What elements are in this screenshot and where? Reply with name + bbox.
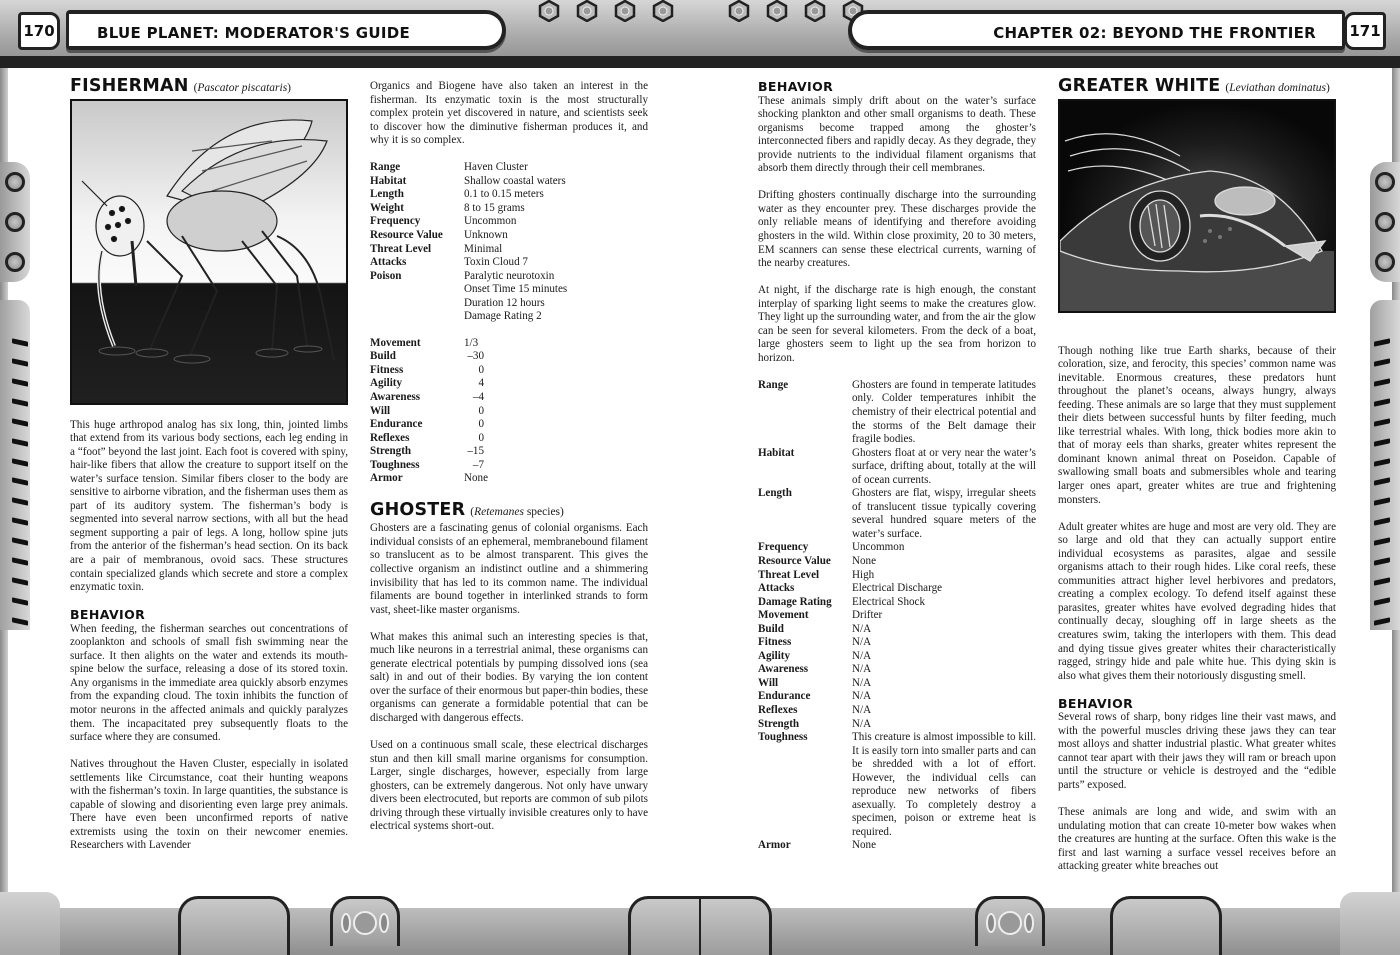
rail-tick-icon xyxy=(12,518,28,526)
ghoster-behavior-paragraph: At night, if the discharge rate is high enough, the constant interplay of sparking light seems to make the creatures glow. They light up the surrounding water, and from the air the glow can be seen for several kilometers. From the deck of a boat, large ghosters seem to light up the sea from horizon to horizon. xyxy=(758,284,1036,364)
stat-label: Habitat xyxy=(758,446,795,459)
stat-label: Attacks xyxy=(370,256,407,269)
stat-row xyxy=(758,677,1036,691)
stat-row xyxy=(370,229,648,243)
creature-name: FISHERMAN xyxy=(70,76,189,96)
stat-row xyxy=(370,256,648,270)
stat-label: Build xyxy=(758,622,784,635)
rail-tick-icon xyxy=(1374,398,1390,406)
stat-row xyxy=(370,418,648,432)
right-rail-pods xyxy=(1370,162,1400,282)
rail-tick-icon xyxy=(1374,518,1390,526)
stat-number: –4 xyxy=(472,390,484,403)
stat-value: N/A xyxy=(852,649,872,662)
rail-tick-icon xyxy=(1374,438,1390,446)
header-shadow xyxy=(0,56,700,68)
stat-value xyxy=(464,350,648,364)
stat-row xyxy=(370,297,648,311)
stat-label: Awareness xyxy=(370,390,421,403)
stat-row xyxy=(758,541,1036,555)
fisherman-column xyxy=(70,76,348,866)
stat-value: Toxin Cloud 7 xyxy=(464,256,528,269)
footer-tab xyxy=(178,896,290,955)
stat-value: Shallow coastal waters xyxy=(464,174,566,187)
stat-label: Resource Value xyxy=(370,228,443,241)
rail-tick-icon xyxy=(12,378,28,386)
rail-tick-icon xyxy=(1374,478,1390,486)
rail-tick-icon xyxy=(12,458,28,466)
rail-tick-icon xyxy=(12,577,28,585)
fisherman-illustration xyxy=(70,99,348,405)
rail-tick-icon xyxy=(1374,498,1390,506)
greater-white-behavior-paragraph: Several rows of sharp, bony ridges line their vast maws, and with the powerful muscles driving these jaws they can tear most alloys and shatter industrial plastic. What greater whites cannot tear apart with their jaws they will ram or breach upon until the structure or vehicle is destroyed and the “edible parts” exposed. xyxy=(1058,711,1336,791)
stat-row xyxy=(758,596,1036,610)
greater-white-behavior-paragraph: These animals are long and wide, and swim with an undulating motion that can create 10-meter bow wakes when the creatures are hunting at the surface. Often this wake is the first and last warning a surface vessel receives before an attacking greater white breaches out xyxy=(1058,806,1336,873)
rail-tick-icon xyxy=(12,557,28,565)
rail-tick-icon xyxy=(12,338,28,346)
round-pod-icon xyxy=(1375,252,1395,272)
stat-value: Onset Time 15 minutes xyxy=(464,283,568,296)
stat-value: N/A xyxy=(852,663,872,676)
stat-value xyxy=(464,459,648,473)
stat-value: Haven Cluster xyxy=(464,161,528,174)
stat-value: N/A xyxy=(852,636,872,649)
fisherman-description: This huge arthropod analog has six long, thin, jointed limbs that extend from its various body sections, each leg ending in a “foot” beyond the last joint. Each foot is covered with spiny, hair-like fibers that allow the creature to support itself on the water’s surface tension. Similar fibers closer to the body are sensitive to airborne vibration, and the fisherman uses them as part of its auditory system. The fisherman’s body is segmented into several narrow sections, with all but the head segment supporting a pair of legs. A long, hollow spine juts from the anterior of the fisherman’s head section. On its back are a pair of membranous, ovoid sacs. These structures contain specialized glands which secrete and store a complex enzymatic toxin. xyxy=(70,418,348,594)
greater-white-column xyxy=(1058,76,1336,887)
stat-value: Electrical Shock xyxy=(852,595,926,608)
stat-number: –30 xyxy=(467,350,484,363)
round-pod-icon xyxy=(5,212,25,232)
stat-row xyxy=(370,459,648,473)
stat-row xyxy=(370,391,648,405)
header-title-bar xyxy=(66,10,506,50)
stat-row xyxy=(758,663,1036,677)
greater-white-illustration xyxy=(1058,99,1336,313)
stat-label: Will xyxy=(370,404,391,417)
ghoster-behavior-paragraph: These animals simply drift about on the water’s surface shocking plankton and other small organisms to death. These organisms become trapped among the ghoster’s interconnected fibers and rapidly decay. As they degrade, they provide nutrients to the individual filament organisms that absorb them directly through their cell membranes. xyxy=(758,94,1036,175)
stat-value xyxy=(464,432,648,446)
header-title-bar xyxy=(848,10,1345,50)
footer-tab xyxy=(1110,896,1222,955)
stat-label: Poison xyxy=(370,269,402,282)
footer-pod xyxy=(330,896,400,946)
hex-bolt-icon xyxy=(538,0,560,22)
stat-number: 4 xyxy=(478,377,484,390)
stat-number: 0 xyxy=(478,418,484,431)
left-rail-ticks xyxy=(0,300,30,630)
stat-label: Range xyxy=(370,161,401,174)
stat-value: None xyxy=(464,472,489,485)
creature-name: GHOSTER xyxy=(370,499,466,520)
stat-value: Ghosters are found in temperate latitudes only. Colder temperatures inhibit the chemistry of their electrical potential and the storms of the Belt damage their fragile bodies. xyxy=(852,378,1036,446)
round-pod-icon xyxy=(1375,172,1395,192)
rail-tick-icon xyxy=(1374,418,1390,426)
rail-tick-icon xyxy=(1374,577,1390,585)
stat-row xyxy=(370,364,648,378)
stat-row xyxy=(758,447,1036,488)
stat-value xyxy=(464,377,648,391)
stat-label: Reflexes xyxy=(370,431,410,444)
hex-bolt-icon xyxy=(728,0,750,22)
footer-tab xyxy=(700,896,772,955)
stat-row xyxy=(758,731,1036,839)
stat-value: Damage Rating 2 xyxy=(464,310,542,323)
stat-label: Reflexes xyxy=(758,704,798,717)
fisherman-heading: FISHERMAN (Pascator piscataris) xyxy=(70,76,292,96)
book-title: BLUE PLANET: MODERATOR'S GUIDE xyxy=(97,24,410,42)
stat-value: N/A xyxy=(852,622,872,635)
stat-value: Unknown xyxy=(464,228,508,241)
stat-number: 0 xyxy=(478,363,484,376)
stat-label: Threat Level xyxy=(370,242,432,255)
stat-row xyxy=(758,623,1036,637)
fisherman-stats-ghoster-column xyxy=(370,80,648,847)
stat-row xyxy=(758,650,1036,664)
stat-value: This creature is almost impossible to kill. It is easily torn into smaller parts and can be shredded with a lot of effort. However, the individual cells can reproduce new networks of fibers asexually. To completely destroy a specimen, poison or extreme heat is required. xyxy=(852,731,1036,838)
stat-row xyxy=(370,202,648,216)
round-pod-icon xyxy=(5,252,25,272)
header-shadow xyxy=(700,56,1400,68)
stat-label: Weight xyxy=(370,201,404,214)
latin-suffix: species xyxy=(526,505,561,518)
latin-name: Retemanes xyxy=(474,505,524,518)
footer-corner xyxy=(0,892,60,955)
stat-value: N/A xyxy=(852,690,872,703)
stat-number: 0 xyxy=(478,431,484,444)
stat-label: Threat Level xyxy=(758,568,820,581)
stat-label: Length xyxy=(370,188,404,201)
stat-row xyxy=(370,405,648,419)
page-footer xyxy=(0,908,1400,955)
stat-value: None xyxy=(852,555,877,567)
stat-value: Duration 12 hours xyxy=(464,296,545,309)
stat-label: Agility xyxy=(370,377,403,390)
stat-value: Electrical Discharge xyxy=(852,582,943,595)
ghoster-paragraph: Ghosters are a fascinating genus of colonial organisms. Each individual consists of an ephemeral, membranebound filament so translucent as to be almost transparent. This gives the collective organism an indistinct outline and a shimmering invisibility that has led to its common name. The individual filaments are bound together in interlinked strands to form vast, sheet-like master organisms. xyxy=(370,522,648,616)
rail-tick-icon xyxy=(1374,597,1390,605)
stat-value: Ghosters float at or very near the water’s surface, drifting about, totally at the will of ocean currents. xyxy=(852,446,1036,486)
stat-row xyxy=(370,161,648,175)
stat-label: Resource Value xyxy=(758,555,831,567)
stat-number: –15 xyxy=(467,445,484,458)
stat-row xyxy=(758,487,1036,541)
stat-row xyxy=(758,839,1036,853)
greater-white-paragraph: Adult greater whites are huge and most are very old. They are so large and old that they can actually support entire individual ecosystems as parasites, algae and sessile organisms attach to their rough hides. Like coral reefs, these communities attract higher level herbivores and predators, creating a complex ecology. To defend itself against these parasites, greater whites have evolved degrading hides that continually decay, sloughing off in large sheets as the creatures swim, taking the interlopers with them. This dead and dying tissue gives greater whites their characteristically ragged, stringy hide and pale white hue. This dying skin is also what gives them their notoriously disgusting smell. xyxy=(1058,520,1336,682)
stat-label xyxy=(370,283,464,297)
rail-tick-icon xyxy=(12,398,28,406)
latin-name: Leviathan dominatus xyxy=(1229,82,1327,94)
stat-row xyxy=(370,350,648,364)
stat-label xyxy=(370,297,464,311)
stat-value: 0.1 to 0.15 meters xyxy=(464,188,544,201)
stat-row xyxy=(370,243,648,257)
stat-label: Endurance xyxy=(758,690,811,703)
stat-value xyxy=(464,418,648,432)
stat-label: Toughness xyxy=(370,458,420,471)
fisherman-attribute-table xyxy=(370,337,648,486)
footer-pod xyxy=(975,896,1045,946)
stat-label: Movement xyxy=(370,336,421,349)
behavior-heading: BEHAVIOR xyxy=(70,607,146,623)
stat-row xyxy=(758,704,1036,718)
stat-row xyxy=(758,718,1036,732)
fisherman-continued-paragraph: Organics and Biogene have also taken an interest in the fisherman. Its enzymatic toxin is the most structurally complex protein yet discovered in nature, and scientists seek to discover how the diminutive fisherman produces it, and why it is so complex. xyxy=(370,80,648,147)
stat-row xyxy=(370,215,648,229)
stat-value: Drifter xyxy=(852,609,883,622)
stat-value: Minimal xyxy=(464,242,503,255)
stat-label: Length xyxy=(758,487,792,500)
rail-tick-icon xyxy=(1374,458,1390,466)
stat-label: Frequency xyxy=(758,541,809,554)
stat-label: Endurance xyxy=(370,418,423,431)
latin-name: Pascator piscataris xyxy=(197,82,288,94)
hex-bolt-icon xyxy=(576,0,598,22)
stat-number: –7 xyxy=(472,458,484,471)
stat-value xyxy=(464,391,648,405)
rail-tick-icon xyxy=(1374,358,1390,366)
stat-row xyxy=(370,337,648,351)
stat-row xyxy=(370,270,648,284)
stat-row xyxy=(370,377,648,391)
stat-label: Fitness xyxy=(370,363,404,376)
stat-row xyxy=(370,283,648,297)
left-page-header xyxy=(0,0,700,68)
rail-tick-icon xyxy=(12,498,28,506)
right-page-header xyxy=(700,0,1400,68)
right-rail-ticks xyxy=(1370,300,1400,630)
rail-tick-icon xyxy=(12,538,28,546)
stat-row xyxy=(370,472,648,486)
hex-bolt-icon xyxy=(804,0,826,22)
stat-row xyxy=(370,445,648,459)
stat-label: Awareness xyxy=(758,663,809,676)
left-rail-pods xyxy=(0,162,30,282)
stat-row xyxy=(758,690,1036,704)
stat-label: Will xyxy=(758,676,779,689)
stat-label: Movement xyxy=(758,609,809,622)
footer-tab xyxy=(628,896,700,955)
stat-value: N/A xyxy=(852,717,872,730)
fisherman-drawing xyxy=(72,101,346,403)
stat-label: Armor xyxy=(370,472,403,485)
stat-value: Uncommon xyxy=(464,215,517,228)
hex-bolt-icon xyxy=(766,0,788,22)
stat-label: Strength xyxy=(758,717,800,730)
rail-tick-icon xyxy=(12,478,28,486)
stat-label: Agility xyxy=(758,649,791,662)
fisherman-stat-table xyxy=(370,161,648,324)
stat-value: Ghosters are flat, wispy, irregular sheets of translucent tissue typically covering several hundred square meters of the water’s surface. xyxy=(852,487,1036,540)
ghoster-heading: GHOSTER (Retemanes species) xyxy=(370,499,564,520)
stat-value: Paralytic neurotoxin xyxy=(464,269,555,282)
fisherman-behavior-paragraph: When feeding, the fisherman searches out concentrations of zooplankton and schools of small fish swimming near the surface. It then alights on the water and extends its mouth-spine below the surface, releasing a dose of its stored toxin. Any organisms in the immediate area quickly absorb enzymes from the expanding cloud. The toxin inhibits the function of motor neurons in the affected animals and quickly paralyzes them. The incapacitated prey subsequently floats to the surface where they are consumed. xyxy=(70,622,348,744)
stat-row xyxy=(758,569,1036,583)
fisherman-behavior-paragraph: Natives throughout the Haven Cluster, especially in isolated settlements like Circumstance, coat their hunting weapons with the fisherman’s toxin. In large quantities, the substance is capable of slowing and disorienting even large prey animals. There have even been unconfirmed reports of native extremists using the toxin on their newcomer enemies. Researchers with Lavender xyxy=(70,758,348,852)
stat-value: N/A xyxy=(852,704,872,717)
stat-label: Frequency xyxy=(370,215,421,228)
stat-value: 8 to 15 grams xyxy=(464,201,525,214)
stat-value: N/A xyxy=(852,676,872,689)
stat-row xyxy=(370,188,648,202)
rail-tick-icon xyxy=(12,597,28,605)
stat-label: Habitat xyxy=(370,174,407,187)
stat-row xyxy=(758,379,1036,447)
stat-row xyxy=(758,555,1036,569)
rail-tick-icon xyxy=(12,418,28,426)
greater-white-paragraph: Though nothing like true Earth sharks, because of their coloration, size, and ferocity, this species’ common name was inevitable. Enormous creatures, these predators hunt throughout the planet’s oceans, always hungry, always feeding. These animals are so large that they must supplement their diets between successful hunts by filter feeding, much like terrestrial whales. With long, thick bodies more akin to that of moray eels than sharks, greater whites represent the dominant known animal threat on Poseidon. Capable of swallowing small boats and submersibles whole and tearing larger ones apart, greater whites are true and frightening monsters. xyxy=(1058,344,1336,506)
page-number-right: 171 xyxy=(1344,12,1386,50)
rail-tick-icon xyxy=(1374,617,1390,625)
stat-value: None xyxy=(852,839,877,852)
stat-label: Strength xyxy=(370,445,412,458)
hex-bolt-icon xyxy=(614,0,636,22)
stat-label: Armor xyxy=(758,839,791,852)
round-pod-icon xyxy=(1375,212,1395,232)
rail-tick-icon xyxy=(1374,338,1390,346)
footer-corner xyxy=(1340,892,1400,955)
rail-tick-icon xyxy=(12,438,28,446)
stat-value xyxy=(464,364,648,378)
ghoster-paragraph: Used on a continuous small scale, these electrical discharges stun and then kill small marine organisms for consumption. Larger, single discharges, however, especially from large ghosters, can be extremely dangerous. Not only have unwary divers been electrocuted, but reports are common of sub pilots driving through these virtually invisible creatures only to have electrical systems short-out. xyxy=(370,739,648,833)
stat-label xyxy=(370,310,464,324)
behavior-heading: BEHAVIOR xyxy=(758,79,834,94)
stat-label: Fitness xyxy=(758,636,792,649)
chapter-title: CHAPTER 02: BEYOND THE FRONTIER xyxy=(993,24,1316,42)
stat-row xyxy=(370,432,648,446)
ghoster-behavior-paragraph: Drifting ghosters continually discharge into the surrounding water as they encounter prey. These discharges provide the only reliable means of identifying and therefore avoiding ghosters in the wild. Within close proximity, 20 to 30 meters, EM scanners can sense these electrical currents, warning of the nearby creatures. xyxy=(758,189,1036,270)
rail-tick-icon xyxy=(1374,538,1390,546)
rail-tick-icon xyxy=(12,358,28,366)
stat-label: Range xyxy=(758,378,789,391)
stat-row xyxy=(758,609,1036,623)
ghoster-paragraph: What makes this animal such an interesting species is that, much like neurons in a terrestrial animal, these organisms can generate electrical potentials by pumping dissolved ions (sea salt) in and out of their bodies. By varying the ion content over the surface of their enormous but paper-thin bodies, these organisms can generate a formidable potential that can be discharged with dangerous effects. xyxy=(370,630,648,724)
rail-tick-icon xyxy=(12,617,28,625)
stat-row xyxy=(370,310,648,324)
stat-value xyxy=(464,405,648,419)
stat-label: Attacks xyxy=(758,582,795,595)
stat-value xyxy=(464,445,648,459)
round-pod-icon xyxy=(5,172,25,192)
hex-bolt-icon xyxy=(652,0,674,22)
stat-value: High xyxy=(852,568,875,581)
stat-label: Toughness xyxy=(758,731,808,744)
greater-white-heading: GREATER WHITE (Leviathan dominatus) xyxy=(1058,76,1330,96)
ghoster-behavior-column xyxy=(758,80,1036,866)
stat-value: Uncommon xyxy=(852,541,905,554)
stat-value: 1/3 xyxy=(464,336,479,349)
stat-row xyxy=(758,582,1036,596)
stat-row xyxy=(758,636,1036,650)
stat-number: 0 xyxy=(478,404,484,417)
greater-white-drawing xyxy=(1060,101,1334,311)
page-number-left: 170 xyxy=(18,12,60,50)
stat-row xyxy=(370,175,648,189)
rail-tick-icon xyxy=(1374,557,1390,565)
creature-name: GREATER WHITE xyxy=(1058,76,1221,96)
ghoster-stat-table xyxy=(758,379,1036,853)
rail-tick-icon xyxy=(1374,378,1390,386)
hex-ornaments xyxy=(538,0,674,22)
hex-ornaments xyxy=(728,0,864,22)
stat-label: Damage Rating xyxy=(758,595,832,608)
stat-label: Build xyxy=(370,350,396,363)
behavior-heading: BEHAVIOR xyxy=(1058,695,1134,711)
